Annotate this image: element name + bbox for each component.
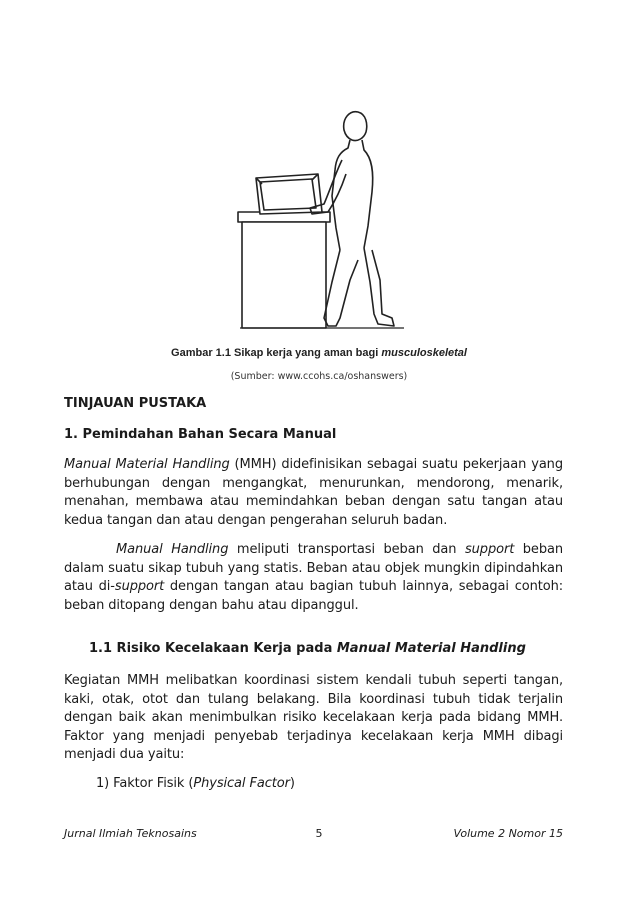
ergonomic-posture-illustration xyxy=(232,100,412,335)
subsection-1-1-title xyxy=(89,641,526,656)
sub11-prefix: 1.1 Risiko Kecelakaan Kerja pada xyxy=(89,641,337,656)
footer-volume: Volume 2 Nomor 15 xyxy=(453,827,563,840)
para2-text-c: dengan tangan atau bagian tubuh lainnya, sebagai contoh: beban ditopang dengan bahu atau dipanggul. xyxy=(64,579,564,613)
term-support-2: support xyxy=(114,579,165,594)
para2-text-a: meliputi transportasi beban dan xyxy=(228,542,465,557)
figure-caption xyxy=(64,347,574,359)
subsection-title: 1. Pemindahan Bahan Secara Manual xyxy=(64,427,337,442)
para1-text: (MMH) didefinisikan sebagai suatu pekerjaan yang berhubungan dengan mengangkat, menurunkan, mendorong, menarik, menahan, membawa atau memindahkan beban dengan satu tangan atau kedua tangan dan atau dengan pengerahan seluruh badan. xyxy=(64,457,563,528)
term-manual-handling: Manual Handling xyxy=(116,542,229,557)
footer-page-number: 5 xyxy=(315,827,323,840)
sub11-italic: Manual Material Handling xyxy=(336,641,526,656)
section-title: TINJAUAN PUSTAKA xyxy=(64,396,207,411)
paragraph-manual-handling xyxy=(64,541,563,615)
paragraph-mmh-definition xyxy=(64,456,563,530)
list-item-italic: Physical Factor xyxy=(193,776,290,791)
paragraph-mmh-risk: Kegiatan MMH melibatkan koordinasi sistem kendali tubuh seperti tangan, kaki, otak, otot dan tulang belakang. Bila koordinasi tubuh tidak terjalin dengan baik akan menimbulkan risiko kecelakaan kerja pada bidang MMH. Faktor yang menjadi penyebab terjadinya kecelakaan kerja MMH dibagi menjadi dua yaitu: xyxy=(64,673,563,762)
figure-caption-label: Gambar 1.1 Sikap kerja yang aman bagi xyxy=(171,347,382,359)
figure-caption-italic: musculoskeletal xyxy=(381,347,467,359)
footer-journal: Jurnal Ilmiah Teknosains xyxy=(64,827,197,840)
para2-text-b: beban dalam suatu sikap tubuh yang statis. Beban atau objek mungkin dipindahkan atau di- xyxy=(64,542,563,594)
list-item-prefix: 1) Faktor Fisik ( xyxy=(96,776,194,791)
term-mmh: Manual Material Handling xyxy=(64,457,230,472)
list-item-suffix: ) xyxy=(289,776,295,791)
term-support: support xyxy=(465,542,515,557)
figure-source: (Sumber: www.ccohs.ca/oshanswers) xyxy=(230,371,408,382)
list-item-physical-factor xyxy=(96,775,556,794)
